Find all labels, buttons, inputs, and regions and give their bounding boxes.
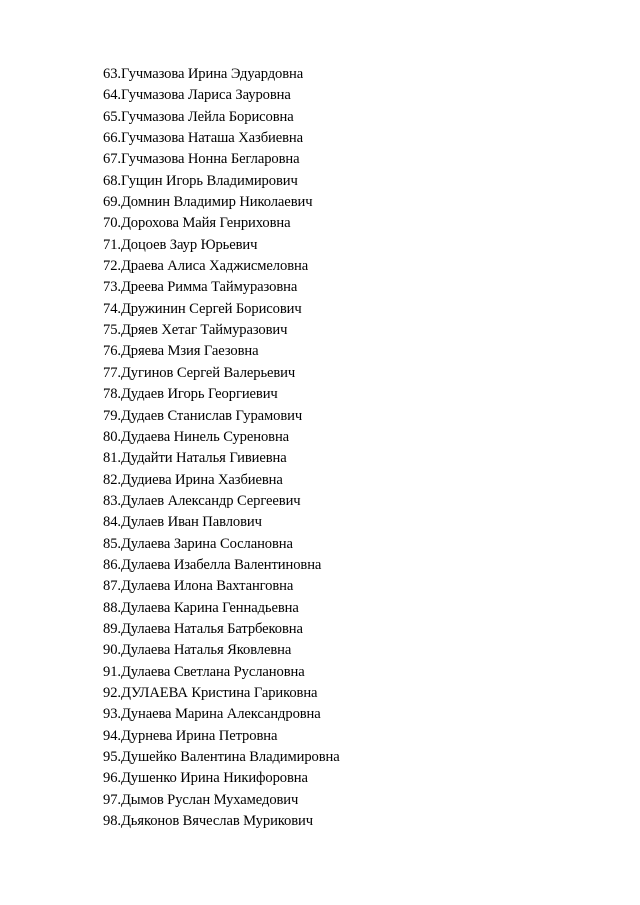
list-item: 80.Дудаева Нинель Суреновна [103, 428, 290, 445]
list-item: 98.Дьяконов Вячеслав Мурикович [103, 813, 313, 830]
list-item: 87.Дулаева Илона Вахтанговна [103, 578, 294, 595]
list-item: 86.Дулаева Изабелла Валентиновна [103, 556, 322, 573]
list-item: 63.Гучмазова Ирина Эдуардовна [103, 66, 304, 82]
list-item: 79.Дудаев Станислав Гурамович [103, 407, 303, 424]
list-item: 92.ДУЛАЕВА Кристина Гариковна [103, 684, 318, 701]
list-item: 65.Гучмазова Лейла Борисовна [103, 108, 294, 125]
list-item: 73.Дреева Римма Таймуразовна [103, 279, 298, 296]
name-list [103, 64, 340, 832]
list-item: 76.Дряева Мзия Гаезовна [103, 343, 259, 360]
list-item: 89.Дулаева Наталья Батрбековна [103, 620, 303, 637]
list-item: 82.Дудиева Ирина Хазбиевна [103, 471, 283, 488]
list-item: 68.Гущин Игорь Владимирович [103, 172, 298, 189]
list-item: 91.Дулаева Светлана Руслановна [103, 663, 305, 680]
list-item: 77.Дугинов Сергей Валерьевич [103, 364, 296, 381]
list-item: 70.Дорохова Майя Генриховна [103, 215, 291, 232]
list-item: 78.Дудаев Игорь Георгиевич [103, 386, 278, 403]
list-item: 84.Дулаев Иван Павлович [103, 514, 262, 531]
list-item: 72.Драева Алиса Хаджисмеловна [103, 258, 309, 275]
list-item: 67.Гучмазова Нонна Бегларовна [103, 151, 300, 168]
list-item: 96.Душенко Ирина Никифоровна [103, 770, 308, 787]
list-item: 75.Дряев Хетаг Таймуразович [103, 322, 288, 339]
list-item: 66.Гучмазова Наташа Хазбиевна [103, 130, 303, 147]
list-item: 90.Дулаева Наталья Яковлевна [103, 642, 292, 659]
list-item: 83.Дулаев Александр Сергеевич [103, 492, 301, 509]
list-item: 69.Домнин Владимир Николаевич [103, 194, 313, 211]
list-item: 97.Дымов Руслан Мухамедович [103, 791, 299, 808]
list-item: 88.Дулаева Карина Геннадьевна [103, 599, 299, 616]
list-item: 71.Доцоев Заур Юрьевич [103, 236, 258, 253]
list-item: 81.Дудайти Наталья Гивиевна [103, 450, 287, 467]
list-item: 94.Дурнева Ирина Петровна [103, 727, 278, 744]
list-item: 64.Гучмазова Лариса Зауровна [103, 87, 291, 104]
list-item: 85.Дулаева Зарина Сослановна [103, 535, 293, 552]
list-item: 95.Душейко Валентина Владимировна [103, 749, 340, 765]
list-item: 74.Дружинин Сергей Борисович [103, 300, 302, 317]
list-item: 93.Дунаева Марина Александровна [103, 706, 321, 723]
